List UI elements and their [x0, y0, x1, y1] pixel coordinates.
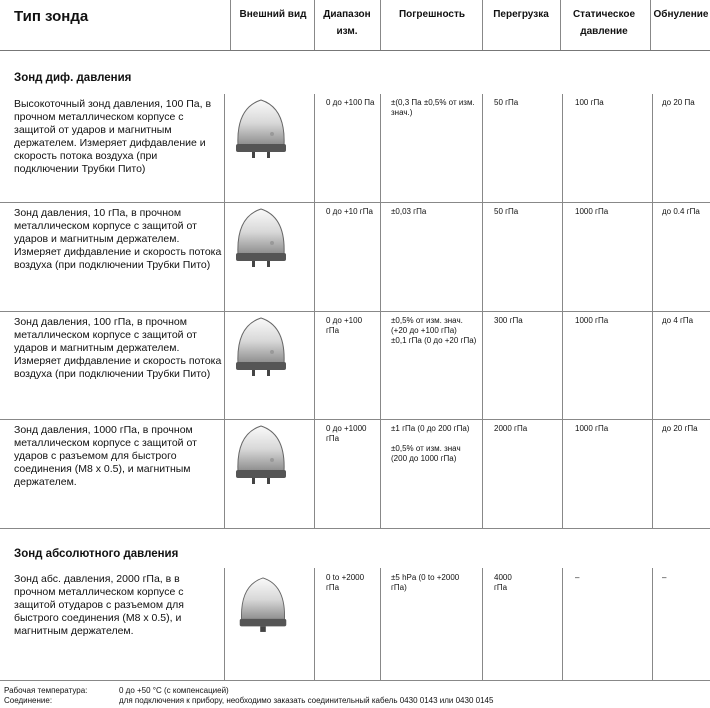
divider: [652, 568, 653, 680]
row-accuracy: ±5 hPa (0 to +2000 гПа): [391, 573, 460, 592]
row-description: Зонд абс. давления, 2000 гПа, в в прочном металлическом корпусе с защитой отударов с разъемом для быстрого соединения (M8 x 0.5), и магнитным держателем.: [14, 573, 184, 637]
row-overload: 50 гПа: [494, 207, 519, 216]
row-range: 0 до +10 гПа: [326, 207, 373, 216]
row-description: Высокоточный зонд давления, 100 Па, в прочном металлическом корпусе с защитой от ударов и магнитным держателем. Измеряет дифдавление и скорость потока воздуха (при подключении Трубки Пито): [14, 98, 212, 175]
row-divider: [0, 311, 710, 312]
divider: [380, 0, 381, 50]
divider: [562, 568, 563, 680]
row-description: Зонд давления, 100 гПа, в прочном металлическом корпусе с защитой от ударов и магнитным держателем. Измеряет дифдавление и скорость потока воздуха (при подключении Трубки Пито): [14, 316, 222, 380]
row-accuracy-secondary: ±0,5% от изм. знач (200 до 1000 гПа): [391, 444, 461, 463]
probe-image: [236, 574, 290, 634]
section-title-diff: Зонд диф. давления: [14, 72, 132, 84]
probe-image: [232, 314, 290, 378]
header-appearance: Внешний вид: [239, 9, 307, 20]
row-overload: 4000 гПа: [494, 573, 512, 592]
row-overload: 2000 гПа: [494, 424, 528, 433]
row-static: 1000 гПа: [575, 316, 609, 325]
table-header: [0, 0, 710, 51]
footer-connection: [4, 696, 493, 706]
row-accuracy: ±1 гПа (0 до 200 гПа): [391, 424, 470, 433]
row-range: 0 до +100 гПа: [326, 316, 363, 335]
divider: [560, 0, 561, 50]
row-accuracy-secondary: ±0,1 гПа (0 до +20 гПа): [391, 336, 477, 345]
row-description: Зонд давления, 1000 гПа, в прочном металлическом корпусе с защитой от ударов с разъемом для быстрого соединения (M8 x 0.5), и магнитным держателем.: [14, 424, 197, 488]
probe-image: [232, 205, 290, 269]
header-type: Тип зонда: [14, 8, 89, 25]
row-divider: [0, 419, 710, 420]
row-static: 1000 гПа: [575, 207, 609, 216]
footer-temp-label: Рабочая температура:: [4, 686, 88, 695]
row-static: –: [575, 573, 580, 582]
footer-temperature: [4, 686, 229, 696]
probe-image: [232, 422, 290, 486]
divider: [482, 568, 483, 680]
row-zero: до 4 гПа: [662, 316, 694, 325]
divider: [230, 0, 231, 50]
divider: [224, 568, 225, 680]
footer-conn-value: для подключения к прибору, необходимо заказать соединительный кабель 0430 0143 или 0430 0145: [119, 696, 494, 705]
row-accuracy: ±0,03 гПа: [391, 207, 427, 216]
row-accuracy: ±(0,3 Па ±0,5% от изм. знач.): [391, 98, 475, 117]
divider: [482, 0, 483, 50]
section-title-abs: Зонд абсолютного давления: [14, 548, 179, 560]
divider: [650, 0, 651, 50]
row-description: Зонд давления, 10 гПа, в прочном металлическом корпусе с защитой от ударов и магнитным держателем. Измеряет дифдавление и скорость потока воздуха (при подключении Трубки Пито): [14, 207, 222, 271]
row-divider: [0, 202, 710, 203]
row-zero: до 20 гПа: [662, 424, 698, 433]
header-static: Статическое давление: [572, 9, 636, 37]
header-zero: Обнуление: [653, 9, 709, 20]
footer-conn-label: Соединение:: [4, 696, 53, 705]
row-range: 0 до +100 Па: [326, 98, 375, 107]
row-static: 100 гПа: [575, 98, 604, 107]
row-range: 0 до +1000 гПа: [326, 424, 367, 443]
probe-image: [232, 96, 290, 160]
row-divider: [0, 680, 710, 681]
row-static: 1000 гПа: [575, 424, 609, 433]
row-overload: 50 гПа: [494, 98, 519, 107]
row-overload: 300 гПа: [494, 316, 523, 325]
divider: [314, 0, 315, 50]
header-range: Диапазон изм.: [323, 9, 371, 37]
row-range: 0 to +2000 гПа: [326, 573, 365, 592]
row-divider: [0, 528, 710, 529]
row-zero: до 0.4 гПа: [662, 207, 700, 216]
row-zero: –: [662, 573, 667, 582]
header-accuracy: Погрешность: [398, 9, 466, 20]
divider: [314, 568, 315, 680]
row-zero: до 20 Па: [662, 98, 695, 107]
divider: [380, 568, 381, 680]
row-accuracy: ±0,5% от изм. знач. (+20 до +100 гПа): [391, 316, 463, 335]
header-overload: Перегрузка: [493, 9, 549, 20]
footer-temp-value: 0 до +50 °C (с компенсацией): [119, 686, 229, 695]
